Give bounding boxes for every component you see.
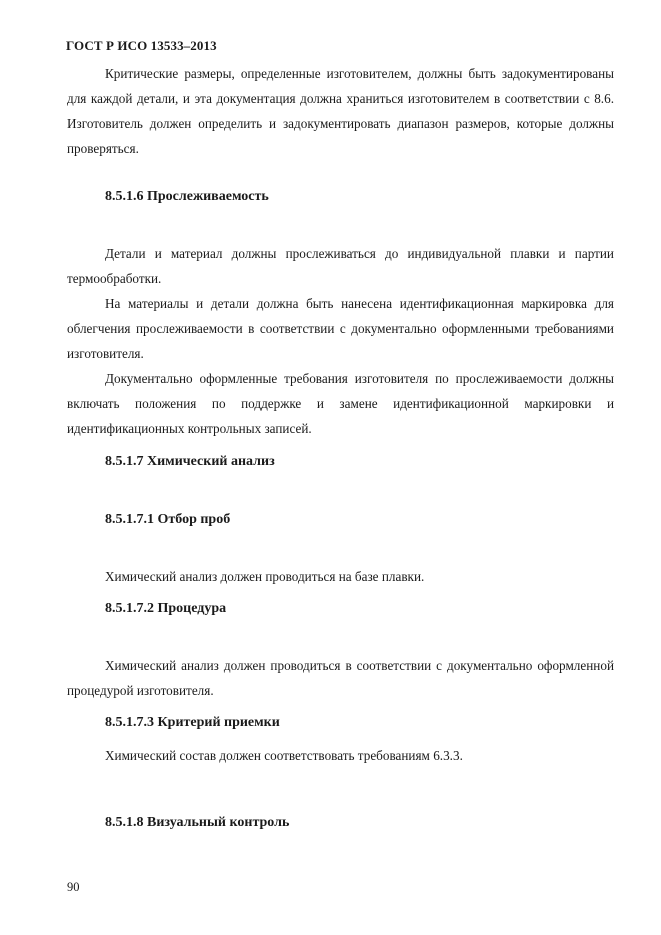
paragraph-sampling: Химический анализ должен проводиться на базе плавки. <box>105 569 425 584</box>
page-number: 90 <box>67 880 80 894</box>
paragraph-traceability-heat-lot: Детали и материал должны прослеживаться до индивидуальной плавки и партии термообработки. <box>67 246 614 286</box>
paragraph-acceptance: Химический состав должен соответствовать требованиям 6.3.3. <box>105 748 463 763</box>
paragraph-critical-dimensions: Критические размеры, определенные изготовителем, должны быть задокументированы для каждой детали, и эта документация должна храниться изготовителем в соответствии с 8.6. Изготовитель должен определить и задокументировать диапазон размеров, которые должны проверяться. <box>67 66 614 156</box>
paragraph-traceability-requirements: Документально оформленные требования изготовителя по прослеживаемости должны включать положения по поддержке и замене идентификационной маркировки и идентификационных контрольных записей. <box>67 371 614 436</box>
paragraph-procedure: Химический анализ должен проводиться в соответствии с документально оформленной процедурой изготовителя. <box>67 658 614 698</box>
heading-8-5-1-7-chemical-analysis: 8.5.1.7 Химический анализ <box>105 454 275 469</box>
heading-8-5-1-6-traceability: 8.5.1.6 Прослеживаемость <box>105 189 269 204</box>
heading-8-5-1-7-2-procedure: 8.5.1.7.2 Процедура <box>105 601 227 616</box>
heading-8-5-1-7-1-sampling: 8.5.1.7.1 Отбор проб <box>105 512 231 527</box>
document-standard-code: ГОСТ Р ИСО 13533–2013 <box>66 38 217 53</box>
paragraph-traceability-marking: На материалы и детали должна быть нанесена идентификационная маркировка для облегчения прослеживаемости в соответствии с документально оформленными требованиями изготовителя. <box>67 296 614 361</box>
heading-8-5-1-7-3-acceptance-criterion: 8.5.1.7.3 Критерий приемки <box>105 715 280 730</box>
heading-8-5-1-8-visual-inspection: 8.5.1.8 Визуальный контроль <box>105 815 290 830</box>
